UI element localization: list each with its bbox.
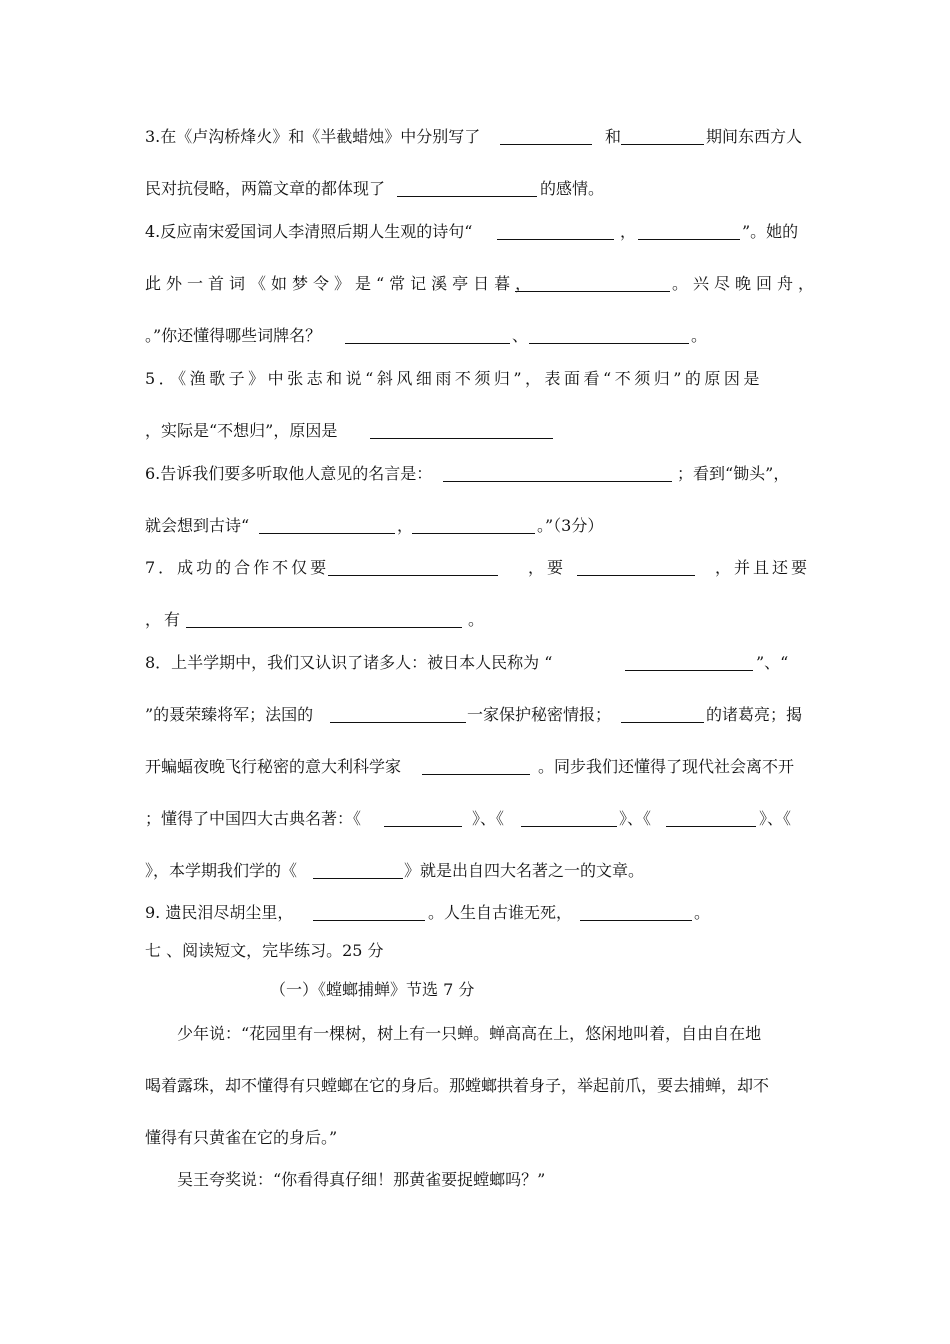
answer-blank[interactable] (186, 627, 462, 628)
answer-blank[interactable] (577, 575, 695, 576)
answer-blank[interactable] (328, 575, 498, 576)
text-segment: 3.在《卢沟桥烽火》和《半截蜡烛》中分别写了 (145, 127, 481, 146)
text-segment: 、 (512, 326, 529, 345)
text-segment: 》、《 (619, 809, 652, 828)
answer-blank[interactable] (313, 920, 425, 921)
text-segment: 》，本学期我们学的《 (145, 861, 298, 880)
text-segment: 的感情。 (540, 179, 605, 198)
text-segment: 5．《渔歌子》中张志和说“斜风细雨不须归”，表面看“不须归”的原因是 (145, 369, 763, 388)
text-segment: 的诸葛亮；揭 (706, 705, 803, 724)
section-title: 七 、阅读短文，完毕练习。25 分 (145, 941, 384, 960)
question-6-line-1 (0, 459, 950, 489)
question-7-line-2 (0, 605, 950, 635)
answer-blank[interactable] (259, 533, 395, 534)
text-segment: ， (620, 222, 637, 241)
passage-heading: （一）《螳螂捕蝉》节选 7 分 (270, 980, 475, 999)
answer-blank[interactable] (384, 826, 462, 827)
question-7-line-1 (0, 553, 950, 583)
question-8-line-3 (0, 752, 950, 782)
paragraph-text: 少年说：“花园里有一棵树，树上有一只蝉。蝉高高在上，悠闲地叫着，自由自在地 (177, 1024, 762, 1043)
text-segment: 民对抗侵略，两篇文章的都体现了 (145, 179, 386, 198)
answer-blank[interactable] (397, 196, 537, 197)
answer-blank[interactable] (412, 533, 535, 534)
passage-paragraph-1-line-2 (0, 1071, 950, 1101)
text-segment: 开蝙蝠夜晚飞行秘密的意大利科学家 (145, 757, 402, 776)
answer-blank[interactable] (370, 438, 553, 439)
answer-blank[interactable] (443, 481, 672, 482)
answer-blank[interactable] (313, 878, 403, 879)
text-segment: ；懂得了中国四大古典名著：《 (145, 809, 362, 828)
text-segment: 6.告诉我们要多听取他人意见的名言是： (145, 464, 433, 483)
text-segment: 和 (605, 127, 622, 146)
answer-blank[interactable] (330, 722, 466, 723)
question-5-line-1 (0, 364, 950, 394)
passage-paragraph-1-line-3 (0, 1123, 950, 1153)
text-segment: ，有 (145, 610, 184, 629)
text-segment: 。 (468, 610, 485, 629)
text-segment: 就会想到古诗“ (145, 516, 250, 535)
answer-blank[interactable] (638, 239, 740, 240)
text-segment: 。”你还懂得哪些词牌名？ (145, 326, 322, 345)
passage-title (0, 975, 950, 1005)
text-segment: ”的聂荣臻将军；法国的 (145, 705, 314, 724)
text-segment: 7．成功的合作不仅要 (145, 558, 330, 577)
question-5-line-2 (0, 416, 950, 446)
question-3-line-2 (0, 174, 950, 204)
question-8-line-1 (0, 648, 950, 678)
question-4-line-3 (0, 321, 950, 351)
answer-blank[interactable] (580, 920, 692, 921)
answer-blank[interactable] (625, 670, 753, 671)
answer-blank[interactable] (515, 291, 670, 292)
text-segment: 。”（3分） (537, 516, 604, 535)
paragraph-text: 吴王夸奖说：“你看得真仔细！那黄雀要捉螳螂吗？” (177, 1170, 546, 1189)
text-segment: 此外一首词《如梦令》是“常记溪亭日暮， (145, 274, 537, 293)
text-segment: ”。她的 (742, 222, 799, 241)
text-segment: 期间东西方人 (706, 127, 803, 146)
answer-blank[interactable] (422, 774, 530, 775)
text-segment: ，要 (528, 558, 567, 577)
question-8-line-2 (0, 700, 950, 730)
question-8-line-5 (0, 856, 950, 886)
answer-blank[interactable] (500, 144, 592, 145)
passage-paragraph-1-line-1 (0, 1019, 950, 1049)
text-segment: 一家保护秘密情报； (467, 705, 612, 724)
text-segment: ，实际是“不想归”，原因是 (145, 421, 338, 440)
question-4-line-2 (0, 269, 950, 299)
text-segment: 》、《 (759, 809, 792, 828)
text-segment: ”、“ (756, 653, 789, 672)
paragraph-text: 喝着露珠，却不懂得有只螳螂在它的身后。那螳螂拱着身子，举起前爪，要去捕蝉，却不 (145, 1076, 770, 1095)
text-segment: 8．上半学期中，我们又认识了诸多人：被日本人民称为 “ (145, 653, 553, 672)
text-segment: 》、《 (472, 809, 505, 828)
text-segment: 。兴尽晚回舟， (672, 274, 820, 293)
answer-blank[interactable] (666, 826, 756, 827)
question-3-line-1 (0, 122, 950, 152)
text-segment: 。 (694, 903, 711, 922)
text-segment: 9. 遗民泪尽胡尘里， (145, 903, 294, 922)
question-9-line (0, 898, 950, 928)
question-6-line-2 (0, 511, 950, 541)
text-segment: ，并且还要 (715, 558, 811, 577)
question-8-line-4 (0, 804, 950, 834)
text-segment: 4.反应南宋爱国词人李清照后期人生观的诗句“ (145, 222, 473, 241)
text-segment: ， (397, 516, 414, 535)
text-segment: 》就是出自四大名著之一的文章。 (404, 861, 645, 880)
text-segment: 。同步我们还懂得了现代社会离不开 (538, 757, 795, 776)
answer-blank[interactable] (621, 144, 704, 145)
section-7-heading (0, 936, 950, 966)
text-segment: 。 (691, 326, 708, 345)
paragraph-text: 懂得有只黄雀在它的身后。” (145, 1128, 338, 1147)
answer-blank[interactable] (345, 343, 510, 344)
answer-blank[interactable] (621, 722, 704, 723)
answer-blank[interactable] (497, 239, 614, 240)
answer-blank[interactable] (529, 343, 689, 344)
text-segment: 。人生自古谁无死， (428, 903, 573, 922)
passage-paragraph-2 (0, 1165, 950, 1195)
text-segment: ；看到“锄头”， (677, 464, 790, 483)
question-4-line-1 (0, 217, 950, 247)
answer-blank[interactable] (521, 826, 617, 827)
